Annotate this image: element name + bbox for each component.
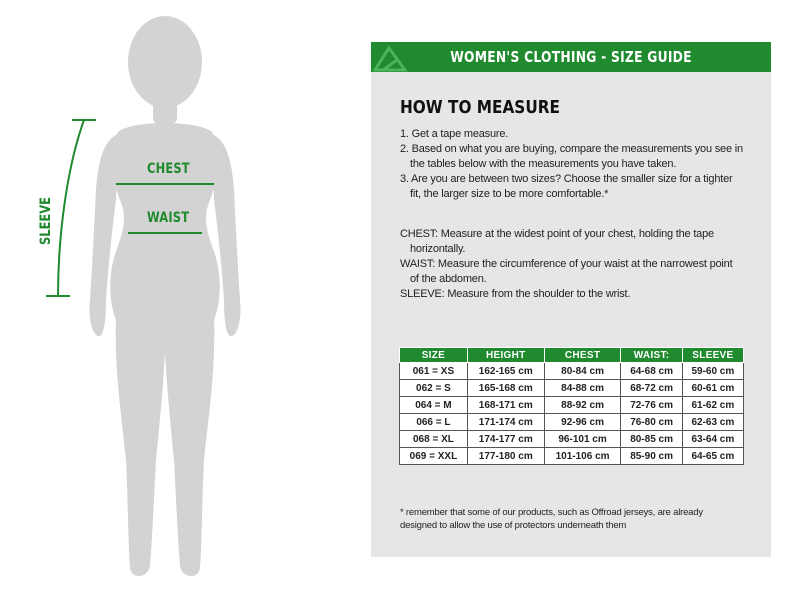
table-row — [400, 380, 744, 397]
table-cell: 069 = XXL — [400, 448, 468, 465]
table-cell: 062 = S — [400, 380, 468, 397]
table-cell: 162-165 cm — [467, 363, 544, 380]
table-row — [400, 363, 744, 380]
waist-label: WAIST — [147, 210, 190, 226]
how-to-measure-heading: HOW TO MEASURE — [400, 97, 560, 118]
waist-definition-cont: of the abdomen. — [410, 273, 487, 285]
table-cell: 85-90 cm — [621, 448, 682, 465]
size-guide-panel — [371, 42, 771, 557]
chest-definition: CHEST: Measure at the widest point of your chest, holding the tape — [400, 228, 714, 240]
column-header: SLEEVE — [682, 348, 743, 363]
column-header: WAIST: — [621, 348, 682, 363]
column-header: HEIGHT — [467, 348, 544, 363]
table-cell: 171-174 cm — [467, 414, 544, 431]
body-silhouette-figure — [0, 0, 360, 600]
measure-definitions — [400, 227, 732, 302]
table-cell: 101-106 cm — [544, 448, 621, 465]
table-cell: 62-63 cm — [682, 414, 743, 431]
footnote-line: designed to allow the use of protectors underneath them — [400, 520, 627, 531]
step-line: fit, the larger size to be more comfortable.* — [410, 188, 609, 200]
table-row — [400, 448, 744, 465]
table-cell: 168-171 cm — [467, 397, 544, 414]
table-row — [400, 397, 744, 414]
table-row — [400, 431, 744, 448]
size-table — [399, 347, 744, 465]
table-cell: 64-68 cm — [621, 363, 682, 380]
waist-definition: WAIST: Measure the circumference of your waist at the narrowest point — [400, 258, 733, 270]
measure-steps — [400, 127, 743, 202]
table-cell: 177-180 cm — [467, 448, 544, 465]
table-cell: 68-72 cm — [621, 380, 682, 397]
sleeve-definition: SLEEVE: Measure from the shoulder to the wrist. — [400, 288, 631, 300]
panel-header — [371, 42, 771, 72]
table-cell: 76-80 cm — [621, 414, 682, 431]
table-cell: 80-85 cm — [621, 431, 682, 448]
table-cell: 84-88 cm — [544, 380, 621, 397]
table-cell: 80-84 cm — [544, 363, 621, 380]
table-cell: 88-92 cm — [544, 397, 621, 414]
table-cell: 068 = XL — [400, 431, 468, 448]
table-cell: 64-65 cm — [682, 448, 743, 465]
step-line: the tables below with the measurements you have taken. — [410, 158, 677, 170]
footnote-line: * remember that some of our products, such as Offroad jerseys, are already — [400, 507, 703, 518]
table-header-row — [400, 348, 744, 363]
table-cell: 63-64 cm — [682, 431, 743, 448]
table-cell: 60-61 cm — [682, 380, 743, 397]
column-header: CHEST — [544, 348, 621, 363]
brand-logo-icon — [371, 42, 411, 72]
step-line: 2. Based on what you are buying, compare the measurements you see in — [400, 143, 743, 155]
table-cell: 174-177 cm — [467, 431, 544, 448]
step-line: 3. Are you are between two sizes? Choose the smaller size for a tighter — [400, 173, 733, 185]
table-cell: 165-168 cm — [467, 380, 544, 397]
table-cell: 72-76 cm — [621, 397, 682, 414]
footnote — [400, 506, 745, 532]
table-cell: 61-62 cm — [682, 397, 743, 414]
column-header: SIZE — [400, 348, 468, 363]
panel-title: WOMEN'S CLOTHING - SIZE GUIDE — [450, 48, 692, 66]
step-line: 1. Get a tape measure. — [400, 128, 509, 140]
table-row — [400, 414, 744, 431]
chest-label: CHEST — [147, 161, 190, 177]
table-cell: 59-60 cm — [682, 363, 743, 380]
silhouette-icon — [0, 0, 360, 600]
table-cell: 92-96 cm — [544, 414, 621, 431]
chest-definition-cont: horizontally. — [410, 243, 466, 255]
table-cell: 064 = M — [400, 397, 468, 414]
sleeve-label: SLEEVE — [38, 197, 54, 245]
table-cell: 066 = L — [400, 414, 468, 431]
table-cell: 96-101 cm — [544, 431, 621, 448]
table-cell: 061 = XS — [400, 363, 468, 380]
